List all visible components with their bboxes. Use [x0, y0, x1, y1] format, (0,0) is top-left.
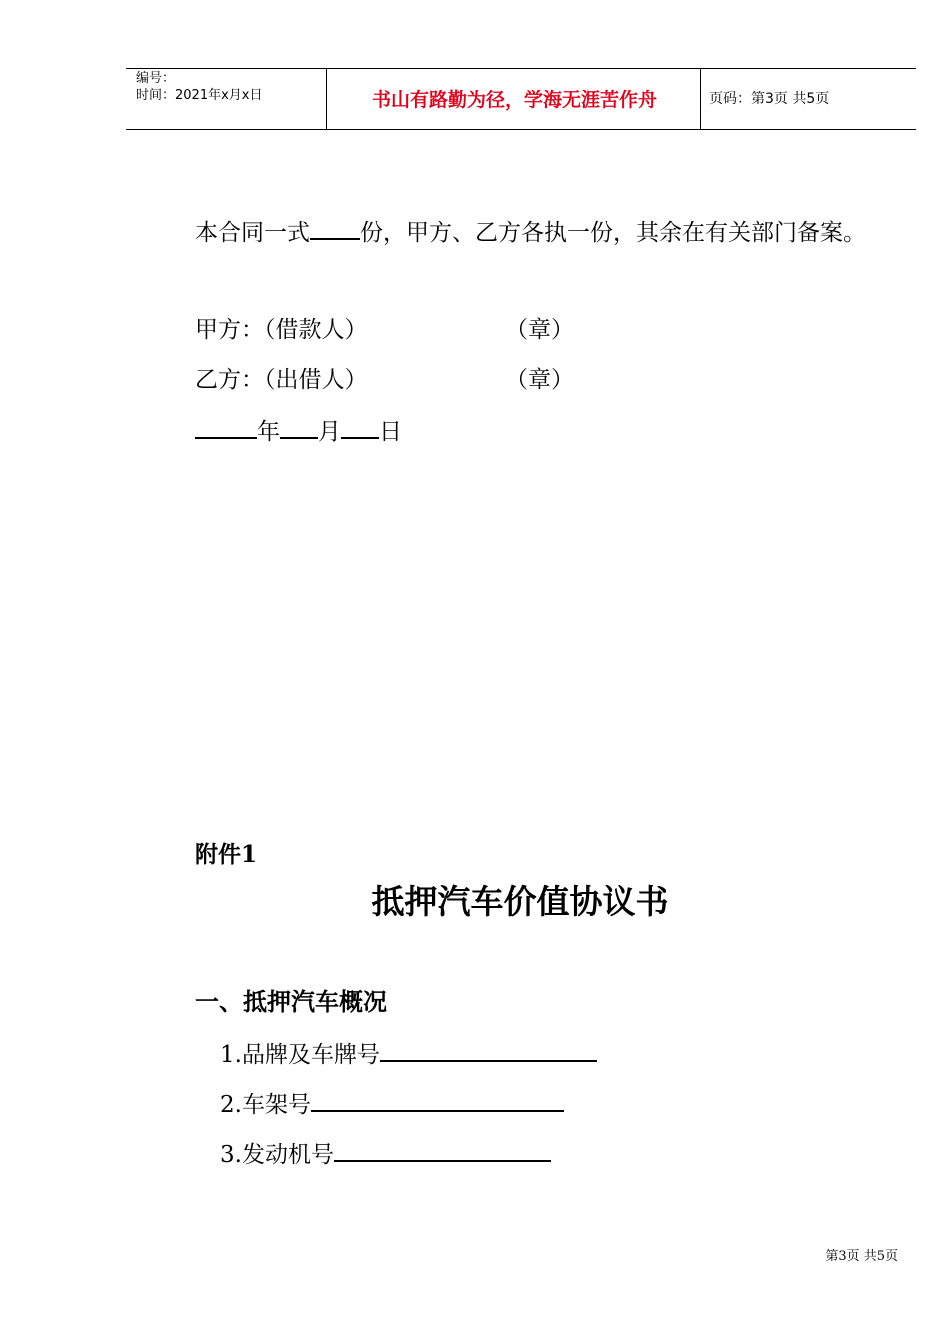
item-brand-plate [220, 1038, 597, 1070]
header-page-info: 页码：第3页 共5页 [709, 91, 830, 107]
item-vin-label: 2.车架号 [220, 1092, 311, 1118]
month-label: 月 [318, 419, 341, 445]
item-brand-plate-blank [380, 1038, 597, 1062]
page-header [126, 68, 916, 130]
month-blank [280, 415, 318, 439]
copies-suffix: 份，甲方、乙方各执一份，其余在有关部门备案。 [360, 220, 866, 246]
attachment-title: 抵押汽车价值协议书 [371, 882, 669, 921]
item-engine-number-blank [334, 1138, 551, 1162]
page-footer: 第3页 共5页 [825, 1249, 898, 1264]
header-meta [136, 70, 262, 104]
day-blank [341, 415, 379, 439]
party-b-seal: （章） [505, 367, 574, 393]
party-a-seal: （章） [505, 317, 574, 343]
copies-blank [310, 216, 360, 240]
signing-date [195, 415, 402, 447]
item-vin-blank [311, 1088, 564, 1112]
header-slogan: 书山有路勤为径，学海无涯苦作舟 [371, 89, 657, 111]
year-blank [195, 415, 257, 439]
time-label: 时间：2021年x月x日 [136, 88, 263, 103]
item-engine-number [220, 1138, 551, 1170]
year-label: 年 [257, 419, 280, 445]
copies-prefix: 本合同一式 [195, 220, 310, 246]
item-vin [220, 1088, 564, 1120]
serial-label: 编号： [136, 71, 176, 86]
copies-clause [195, 216, 866, 248]
party-b-label: 乙方：（出借人） [195, 367, 368, 393]
item-brand-plate-label: 1.品牌及车牌号 [220, 1042, 380, 1068]
item-engine-number-label: 3.发动机号 [220, 1142, 334, 1168]
header-divider-right [700, 69, 701, 129]
attachment-label: 附件1 [195, 841, 258, 868]
party-a-label: 甲方：（借款人） [195, 317, 368, 343]
day-label: 日 [379, 419, 402, 445]
header-divider-left [326, 69, 327, 129]
section-heading: 一、抵押汽车概况 [195, 987, 387, 1016]
